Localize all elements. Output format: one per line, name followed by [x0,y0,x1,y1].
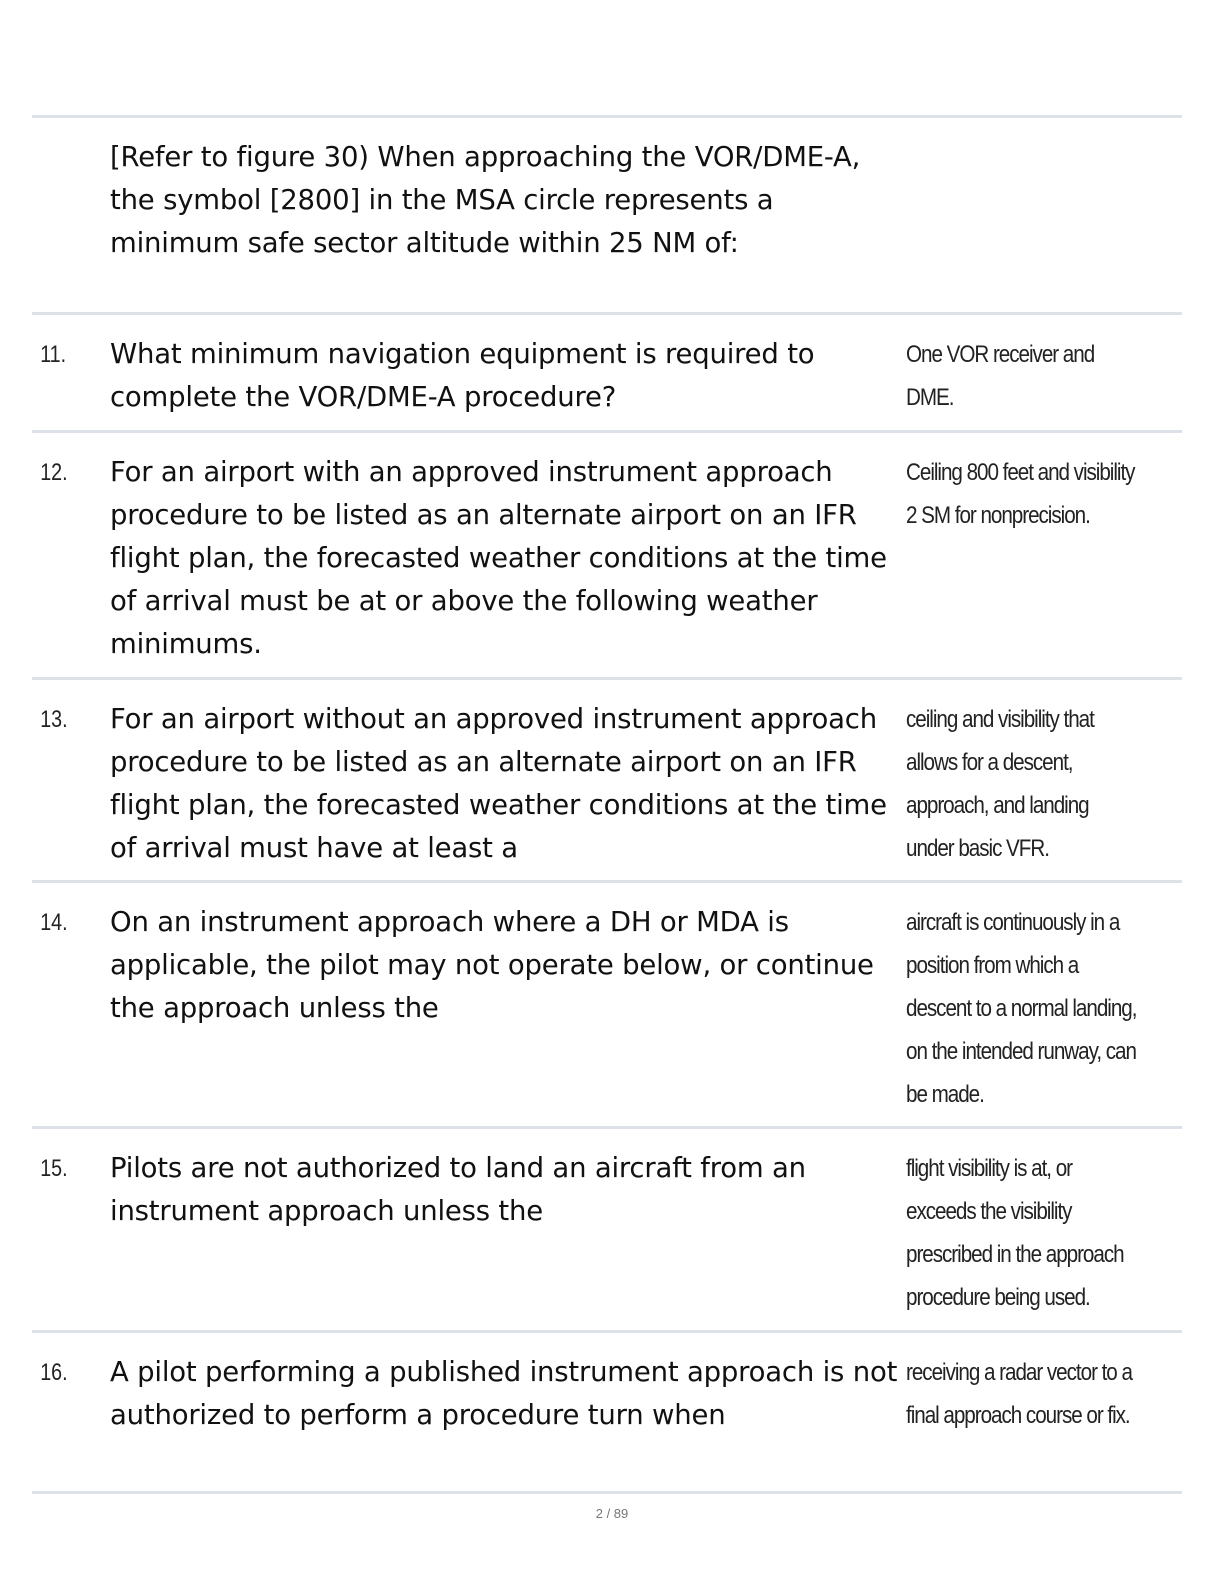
question-text: Pilots are not authorized to land an aircraft from an instrument approach unless the [110,1152,806,1227]
answer-text: flight visibility is at, or exceeds the visibility prescribed in the approach procedure being used. [906,1155,1124,1311]
table-row [32,118,1182,315]
question-answer-table [32,115,1182,1494]
question-number: 16. [40,1359,68,1386]
answer-text: One VOR receiver and DME. [906,341,1095,411]
question-number: 15. [40,1155,68,1182]
question-number: 12. [40,459,68,486]
question-text: A pilot performing a published instrument approach is not authorized to perform a procedure turn when [110,1356,898,1431]
table-row [32,680,1182,883]
table-row [32,883,1182,1129]
answer-text: ceiling and visibility that allows for a descent, approach, and landing under basic VFR. [906,706,1094,862]
question-number: 14. [40,909,68,936]
page-number: 2 / 89 [595,1506,629,1521]
table-row [32,1333,1182,1494]
question-text: For an airport with an approved instrument approach procedure to be listed as an alternate airport on an IFR flight plan, the forecasted weather conditions at the time of arrival must be at or above the following weather minimums. [110,456,887,660]
question-text: [Refer to figure 30) When approaching the VOR/DME-A, the symbol [2800] in the MSA circle represents a minimum safe sector altitude within 25 NM of: [110,141,861,259]
question-number: 11. [40,341,67,368]
question-text: On an instrument approach where a DH or MDA is applicable, the pilot may not operate below, or continue the approach unless the [110,906,874,1024]
table-row [32,315,1182,433]
table-row [32,433,1182,680]
question-text: What minimum navigation equipment is required to complete the VOR/DME-A procedure? [110,338,815,413]
answer-text [906,118,1143,312]
question-number: 13. [40,706,68,733]
answer-text: receiving a radar vector to a final approach course or fix. [906,1359,1132,1429]
question-number [32,118,96,312]
answer-text: Ceiling 800 feet and visibility 2 SM for nonprecision. [906,459,1135,529]
question-text: For an airport without an approved instrument approach procedure to be listed as an alternate airport on an IFR flight plan, the forecasted weather conditions at the time of arrival must have at least a [110,703,887,864]
table-row [32,1129,1182,1333]
answer-text: aircraft is continuously in a position from which a descent to a normal landing, on the intended runway, can be made. [906,909,1137,1108]
